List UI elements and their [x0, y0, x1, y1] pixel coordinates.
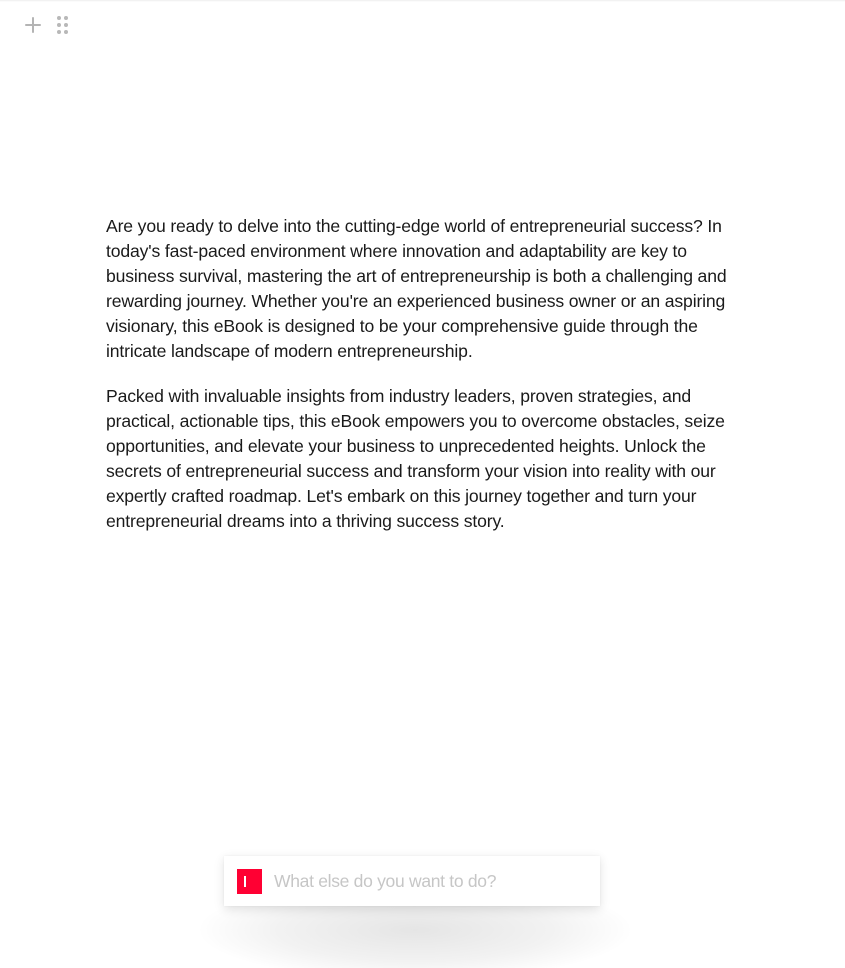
drag-dot	[57, 23, 61, 27]
ai-assistant-icon	[237, 869, 262, 894]
ai-prompt-bar[interactable]	[224, 856, 600, 906]
drag-dot	[57, 16, 61, 20]
prompt-input[interactable]	[274, 871, 584, 892]
drag-dot	[64, 23, 68, 27]
editor-content[interactable]	[106, 214, 746, 554]
paragraph-intro[interactable]: Are you ready to delve into the cutting-edge world of entrepreneurial success? In today's fast-paced environment where innovation and adaptability are key to business survival, mastering the art of entrepreneurship is both a challenging and rewarding journey. Whether you're an experienced business owner or an aspiring visionary, this eBook is designed to be your comprehensive guide through the intricate landscape of modern entrepreneurship.	[106, 216, 727, 361]
drag-dot	[64, 16, 68, 20]
drag-handle-icon[interactable]	[57, 16, 69, 34]
drag-dot	[57, 30, 61, 34]
drag-dot	[64, 30, 68, 34]
plus-icon[interactable]	[22, 14, 44, 36]
block-controls	[22, 14, 69, 36]
top-divider	[0, 0, 845, 2]
paragraph-body[interactable]: Packed with invaluable insights from industry leaders, proven strategies, and practical, actionable tips, this eBook empowers you to overcome obstacles, seize opportunities, and elevate your business to unprecedented heights. Unlock the secrets of entrepreneurial success and transform your vision into reality with our expertly crafted roadmap. Let's embark on this journey together and turn your entrepreneurial dreams into a thriving success story.	[106, 386, 725, 531]
